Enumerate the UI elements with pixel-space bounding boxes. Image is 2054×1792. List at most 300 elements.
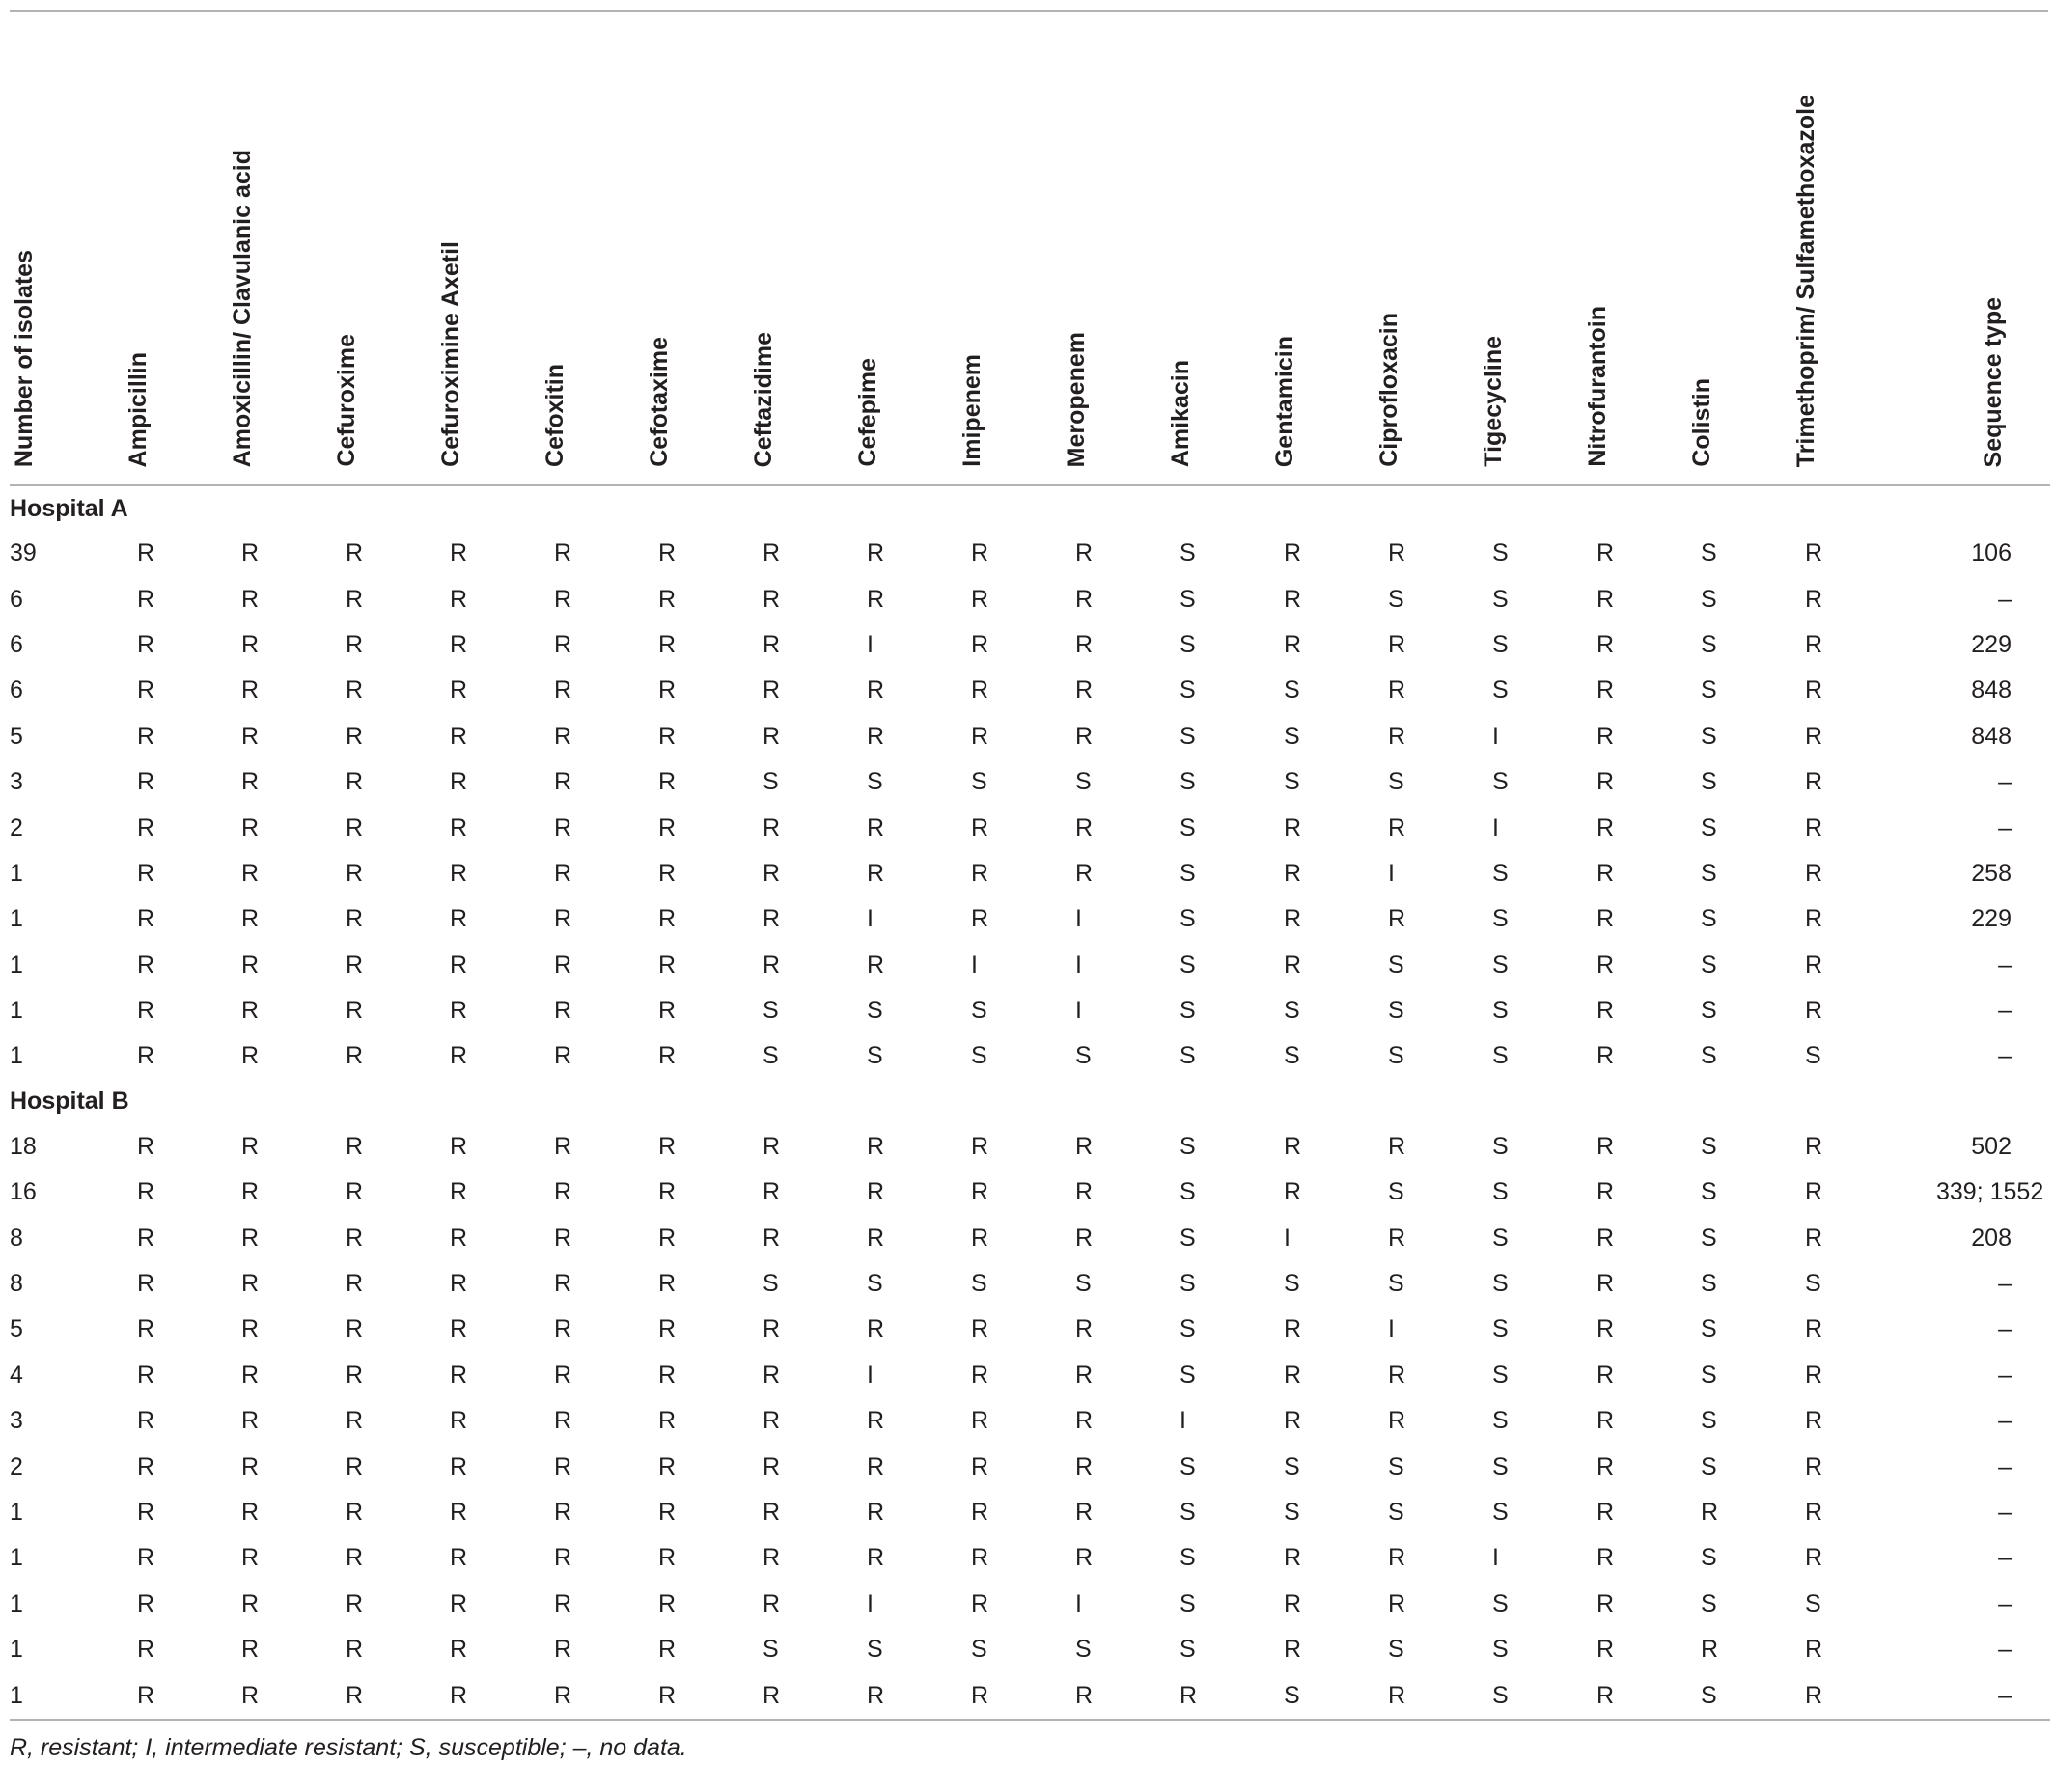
isolate-count-cell: 6 xyxy=(10,585,23,613)
sequence-type-cell: – xyxy=(1998,1636,2012,1664)
susceptibility-cell: R xyxy=(763,1589,781,1617)
susceptibility-cell: S xyxy=(1492,1132,1509,1160)
susceptibility-cell: R xyxy=(1374,1672,1479,1719)
susceptibility-cell: R xyxy=(1583,1672,1687,1719)
sequence-type-cell: – xyxy=(1998,768,2012,796)
susceptibility-cell: R xyxy=(763,1132,781,1160)
susceptibility-cell: R xyxy=(749,1672,853,1719)
table-row xyxy=(10,988,2050,1034)
isolate-count-cell: 6 xyxy=(10,676,23,704)
susceptibility-cell: R xyxy=(137,1132,155,1160)
susceptibility-cell: R xyxy=(346,585,364,613)
susceptibility-cell: S xyxy=(1180,768,1196,796)
susceptibility-cell: R xyxy=(645,1672,749,1719)
sequence-type-cell: 229 xyxy=(1971,630,2012,658)
susceptibility-cell: S xyxy=(763,1636,779,1664)
susceptibility-cell: S xyxy=(1492,859,1509,887)
isolate-count-cell: 1 xyxy=(10,1042,23,1070)
susceptibility-cell: S xyxy=(1388,1452,1404,1480)
susceptibility-cell: R xyxy=(241,1042,260,1070)
susceptibility-cell: R xyxy=(554,859,572,887)
isolate-count-cell: 1 xyxy=(10,1499,23,1526)
susceptibility-cell: S xyxy=(1270,1672,1374,1719)
susceptibility-cell: R xyxy=(658,951,677,979)
susceptibility-cell: R xyxy=(658,1407,677,1435)
susceptibility-cell: R xyxy=(763,905,781,933)
susceptibility-cell: R xyxy=(763,1224,781,1252)
susceptibility-cell: I xyxy=(1075,1589,1082,1617)
sequence-type-cell: 339; 1552 xyxy=(1936,1178,2044,1206)
isolate-count-cell: 1 xyxy=(10,1672,124,1719)
susceptibility-cell: R xyxy=(1596,997,1615,1025)
susceptibility-cell: R xyxy=(450,722,468,750)
susceptibility-cell: R xyxy=(1075,630,1094,658)
susceptibility-cell: S xyxy=(1180,585,1196,613)
susceptibility-cell: R xyxy=(137,1315,155,1343)
table-row xyxy=(10,759,2050,805)
susceptibility-cell: R xyxy=(137,585,155,613)
susceptibility-cell: R xyxy=(346,1636,364,1664)
susceptibility-cell: R xyxy=(1388,722,1406,750)
column-header-label: Cefepime xyxy=(854,358,881,467)
susceptibility-cell: I xyxy=(1492,1544,1499,1572)
susceptibility-cell: R xyxy=(867,1544,885,1572)
susceptibility-cell: R xyxy=(1284,1589,1302,1617)
susceptibility-cell: S xyxy=(971,768,987,796)
susceptibility-cell: R xyxy=(1805,859,1823,887)
susceptibility-cell: R xyxy=(1166,1672,1270,1719)
susceptibility-cell: S xyxy=(1492,951,1509,979)
susceptibility-cell: S xyxy=(1492,1224,1509,1252)
susceptibility-cell: R xyxy=(450,1636,468,1664)
susceptibility-cell: S xyxy=(1701,1132,1717,1160)
susceptibility-cell: I xyxy=(867,630,874,658)
susceptibility-cell: R xyxy=(450,1544,468,1572)
susceptibility-cell: R xyxy=(1805,813,1823,841)
column-header-label: Cefuroxime xyxy=(333,334,360,467)
susceptibility-cell: R xyxy=(763,630,781,658)
susceptibility-cell: R xyxy=(450,676,468,704)
table-row xyxy=(10,1535,2050,1581)
susceptibility-cell: R xyxy=(867,813,885,841)
susceptibility-cell: R xyxy=(1805,630,1823,658)
susceptibility-cell: R xyxy=(241,813,260,841)
table-row xyxy=(10,1170,2050,1215)
column-header xyxy=(1936,12,2050,485)
susceptibility-cell: R xyxy=(346,997,364,1025)
susceptibility-cell: R xyxy=(658,1452,677,1480)
susceptibility-cell: R xyxy=(346,1178,364,1206)
susceptibility-cell: S xyxy=(1701,1042,1717,1070)
susceptibility-cell: I xyxy=(1180,1407,1186,1435)
susceptibility-cell: R xyxy=(1075,722,1094,750)
column-header-label: Ciprofloxacin xyxy=(1375,313,1402,467)
sequence-type-cell: 258 xyxy=(1971,859,2012,887)
table-body xyxy=(10,485,2050,1720)
sequence-type-cell: 848 xyxy=(1971,676,2012,704)
susceptibility-cell: R xyxy=(1075,813,1094,841)
susceptibility-cell: R xyxy=(867,676,885,704)
susceptibility-cell: R xyxy=(450,1589,468,1617)
susceptibility-cell: S xyxy=(1180,905,1196,933)
susceptibility-cell: S xyxy=(1701,630,1717,658)
susceptibility-cell: R xyxy=(241,1361,260,1389)
susceptibility-cell: S xyxy=(763,768,779,796)
susceptibility-cell: R xyxy=(867,585,885,613)
susceptibility-cell: R xyxy=(137,1544,155,1572)
susceptibility-cell: S xyxy=(1284,768,1300,796)
sequence-type-cell: 208 xyxy=(1971,1224,2012,1252)
susceptibility-cell: R xyxy=(1284,1544,1302,1572)
susceptibility-cell: I xyxy=(867,1589,874,1617)
susceptibility-cell: R xyxy=(346,1315,364,1343)
column-header xyxy=(228,12,332,485)
susceptibility-cell: R xyxy=(137,951,155,979)
susceptibility-cell: R xyxy=(658,1361,677,1389)
susceptibility-cell: S xyxy=(1701,1178,1717,1206)
susceptibility-cell: R xyxy=(346,813,364,841)
table-row xyxy=(10,1582,2050,1627)
susceptibility-cell: S xyxy=(1701,905,1717,933)
susceptibility-cell: R xyxy=(554,905,572,933)
susceptibility-cell: R xyxy=(1596,585,1615,613)
susceptibility-cell: S xyxy=(1805,1589,1821,1617)
susceptibility-cell: R xyxy=(554,1042,572,1070)
susceptibility-cell: R xyxy=(241,1270,260,1298)
susceptibility-cell: R xyxy=(1388,1589,1406,1617)
susceptibility-cell: S xyxy=(1180,997,1196,1025)
susceptibility-cell: R xyxy=(1284,585,1302,613)
susceptibility-cell: S xyxy=(1284,1499,1300,1526)
column-header xyxy=(1687,12,1791,485)
susceptibility-cell: R xyxy=(554,1407,572,1435)
susceptibility-cell: S xyxy=(1492,585,1509,613)
sequence-type-cell: 229 xyxy=(1971,905,2012,933)
susceptibility-cell: S xyxy=(1492,539,1509,567)
susceptibility-cell: R xyxy=(658,630,677,658)
susceptibility-cell: R xyxy=(971,813,989,841)
susceptibility-cell: R xyxy=(867,1315,885,1343)
susceptibility-cell: R xyxy=(137,1224,155,1252)
susceptibility-cell: R xyxy=(346,859,364,887)
susceptibility-cell: R xyxy=(1805,1315,1823,1343)
susceptibility-cell: R xyxy=(658,1315,677,1343)
susceptibility-cell: R xyxy=(1075,539,1094,567)
susceptibility-cell: R xyxy=(450,1270,468,1298)
susceptibility-cell: R xyxy=(137,1361,155,1389)
susceptibility-cell: R xyxy=(450,539,468,567)
susceptibility-cell: R xyxy=(1701,1499,1719,1526)
susceptibility-cell: R xyxy=(1596,1589,1615,1617)
susceptibility-cell: R xyxy=(658,722,677,750)
susceptibility-cell: R xyxy=(137,1042,155,1070)
susceptibility-cell: R xyxy=(1805,1636,1823,1664)
susceptibility-cell: R xyxy=(1596,1315,1615,1343)
susceptibility-cell: R xyxy=(1805,1544,1823,1572)
susceptibility-cell: R xyxy=(241,1315,260,1343)
sequence-type-cell: 106 xyxy=(1971,539,2012,567)
susceptibility-cell: R xyxy=(554,997,572,1025)
susceptibility-cell: R xyxy=(1075,1452,1094,1480)
susceptibility-cell: S xyxy=(1492,1178,1509,1206)
susceptibility-cell: R xyxy=(1805,585,1823,613)
susceptibility-cell: I xyxy=(867,1361,874,1389)
susceptibility-cell: S xyxy=(1701,859,1717,887)
group-row xyxy=(10,485,2050,531)
susceptibility-cell: R xyxy=(971,585,989,613)
susceptibility-cell: R xyxy=(1284,905,1302,933)
susceptibility-cell: S xyxy=(1701,676,1717,704)
susceptibility-cell: R xyxy=(554,1361,572,1389)
susceptibility-cell: R xyxy=(1075,1315,1094,1343)
susceptibility-cell: S xyxy=(763,1042,779,1070)
sequence-type-cell: – xyxy=(1998,1452,2012,1480)
table-row xyxy=(10,1490,2050,1535)
susceptibility-cell: R xyxy=(137,997,155,1025)
susceptibility-cell: R xyxy=(1596,722,1615,750)
susceptibility-cell: R xyxy=(1596,539,1615,567)
column-header xyxy=(1479,12,1583,485)
susceptibility-cell: S xyxy=(1492,1361,1509,1389)
susceptibility-cell: R xyxy=(658,1224,677,1252)
susceptibility-cell: R xyxy=(763,1544,781,1572)
susceptibility-cell: S xyxy=(1388,951,1404,979)
susceptibility-cell: S xyxy=(1180,859,1196,887)
column-header xyxy=(853,12,958,485)
susceptibility-cell: R xyxy=(1596,1042,1615,1070)
susceptibility-cell: S xyxy=(1701,722,1717,750)
isolate-count-cell: 39 xyxy=(10,539,37,567)
susceptibility-cell: R xyxy=(137,1407,155,1435)
susceptibility-cell: R xyxy=(1596,859,1615,887)
susceptibility-cell: S xyxy=(1075,768,1092,796)
susceptibility-cell: I xyxy=(867,905,874,933)
susceptibility-cell: R xyxy=(867,1224,885,1252)
susceptibility-cell: R xyxy=(658,539,677,567)
susceptibility-cell: S xyxy=(1284,1452,1300,1480)
susceptibility-cell: R xyxy=(554,1544,572,1572)
susceptibility-cell: R xyxy=(137,1589,155,1617)
susceptibility-cell: S xyxy=(1284,997,1300,1025)
susceptibility-cell: S xyxy=(1701,1315,1717,1343)
susceptibility-cell: R xyxy=(228,1672,332,1719)
susceptibility-cell: R xyxy=(450,1178,468,1206)
susceptibility-cell: R xyxy=(1596,1178,1615,1206)
susceptibility-cell: R xyxy=(541,1672,645,1719)
susceptibility-cell: I xyxy=(1284,1224,1291,1252)
susceptibility-cell: R xyxy=(436,1672,541,1719)
susceptibility-cell: R xyxy=(1596,676,1615,704)
susceptibility-cell: S xyxy=(1492,997,1509,1025)
susceptibility-cell: R xyxy=(1596,1270,1615,1298)
sequence-type-cell: – xyxy=(1998,1361,2012,1389)
table-row xyxy=(10,531,2050,576)
susceptibility-cell: R xyxy=(763,585,781,613)
susceptibility-cell: R xyxy=(1075,1361,1094,1389)
susceptibility-cell: S xyxy=(1388,768,1404,796)
susceptibility-cell: R xyxy=(554,951,572,979)
susceptibility-cell: R xyxy=(1805,722,1823,750)
susceptibility-cell: R xyxy=(1284,539,1302,567)
susceptibility-cell: S xyxy=(1492,1042,1509,1070)
sequence-type-cell: – xyxy=(1998,1589,2012,1617)
column-header xyxy=(1791,12,1936,485)
susceptibility-cell: R xyxy=(971,859,989,887)
susceptibility-cell: S xyxy=(1180,951,1196,979)
isolate-count-cell: 1 xyxy=(10,905,23,933)
susceptibility-cell: R xyxy=(554,676,572,704)
table-row xyxy=(10,805,2050,850)
susceptibility-cell: R xyxy=(658,1589,677,1617)
susceptibility-cell: R xyxy=(241,859,260,887)
susceptibility-cell: S xyxy=(1701,585,1717,613)
susceptibility-cell: R xyxy=(763,676,781,704)
susceptibility-cell: R xyxy=(346,951,364,979)
susceptibility-cell: R xyxy=(1596,1132,1615,1160)
susceptibility-cell: R xyxy=(1596,951,1615,979)
susceptibility-cell: S xyxy=(867,768,883,796)
susceptibility-cell: S xyxy=(1701,1452,1717,1480)
susceptibility-cell: R xyxy=(554,1636,572,1664)
susceptibility-cell: S xyxy=(867,1270,883,1298)
susceptibility-cell: R xyxy=(1388,676,1406,704)
susceptibility-cell: R xyxy=(867,539,885,567)
susceptibility-cell: R xyxy=(346,1224,364,1252)
susceptibility-cell: R xyxy=(763,859,781,887)
susceptibility-cell: R xyxy=(853,1672,958,1719)
column-header xyxy=(1270,12,1374,485)
susceptibility-cell: R xyxy=(1284,1315,1302,1343)
isolate-count-cell: 8 xyxy=(10,1270,23,1298)
column-header-label: Meropenem xyxy=(1063,331,1090,467)
isolate-count-cell: 8 xyxy=(10,1224,23,1252)
susceptibility-cell: R xyxy=(346,1361,364,1389)
susceptibility-cell: S xyxy=(1075,1270,1092,1298)
susceptibility-cell: R xyxy=(658,1270,677,1298)
susceptibility-cell: S xyxy=(1492,1636,1509,1664)
susceptibility-cell: R xyxy=(450,997,468,1025)
susceptibility-cell: S xyxy=(1180,1499,1196,1526)
susceptibility-cell: R xyxy=(1805,1452,1823,1480)
susceptibility-cell: R xyxy=(971,539,989,567)
susceptibility-cell: R xyxy=(1388,1544,1406,1572)
susceptibility-cell: R xyxy=(763,1452,781,1480)
table-row xyxy=(10,1261,2050,1307)
column-header xyxy=(124,12,228,485)
sequence-type-cell: – xyxy=(1998,1407,2012,1435)
susceptibility-cell: R xyxy=(971,630,989,658)
susceptibility-cell: R xyxy=(658,997,677,1025)
susceptibility-cell: R xyxy=(658,1636,677,1664)
susceptibility-cell: S xyxy=(1180,1224,1196,1252)
susceptibility-cell: I xyxy=(1492,722,1499,750)
susceptibility-cell: R xyxy=(241,1636,260,1664)
susceptibility-cell: S xyxy=(1180,813,1196,841)
susceptibility-cell: S xyxy=(1492,1407,1509,1435)
column-header-label: Sequence type xyxy=(1980,296,2007,467)
sequence-type-cell: – xyxy=(1998,1499,2012,1526)
susceptibility-cell: R xyxy=(1284,630,1302,658)
susceptibility-cell: R xyxy=(658,1042,677,1070)
susceptibility-cell: S xyxy=(1180,1452,1196,1480)
susceptibility-cell: R xyxy=(241,1178,260,1206)
susceptibility-cell: S xyxy=(1492,1270,1509,1298)
susceptibility-cell: R xyxy=(346,1270,364,1298)
susceptibility-cell: R xyxy=(1791,1672,1936,1719)
susceptibility-cell: R xyxy=(554,1270,572,1298)
susceptibility-cell: S xyxy=(1284,1270,1300,1298)
sequence-type-cell: – xyxy=(1998,1270,2012,1298)
susceptibility-cell: S xyxy=(1492,1452,1509,1480)
susceptibility-cell: S xyxy=(1479,1672,1583,1719)
susceptibility-cell: S xyxy=(763,997,779,1025)
susceptibility-cell: R xyxy=(658,813,677,841)
susceptibility-cell: R xyxy=(1596,630,1615,658)
sequence-type-cell: – xyxy=(1998,1042,2012,1070)
susceptibility-cell: R xyxy=(1284,813,1302,841)
susceptibility-cell: R xyxy=(1075,676,1094,704)
susceptibility-cell: I xyxy=(1075,997,1082,1025)
susceptibility-cell: R xyxy=(137,768,155,796)
susceptibility-cell: R xyxy=(1596,1452,1615,1480)
susceptibility-cell: R xyxy=(554,813,572,841)
susceptibility-cell: R xyxy=(346,905,364,933)
susceptibility-cell: R xyxy=(450,585,468,613)
column-header xyxy=(1374,12,1479,485)
susceptibility-cell: R xyxy=(1805,1224,1823,1252)
susceptibility-cell: R xyxy=(1596,1636,1615,1664)
susceptibility-cell: S xyxy=(1388,1178,1404,1206)
column-header-label: Amoxicillin/ Clavulanic acid xyxy=(229,149,256,467)
susceptibility-cell: R xyxy=(137,1178,155,1206)
susceptibility-cell: R xyxy=(1805,1499,1823,1526)
column-header xyxy=(1583,12,1687,485)
susceptibility-cell: R xyxy=(554,1452,572,1480)
susceptibility-cell: S xyxy=(1388,997,1404,1025)
table-row xyxy=(10,943,2050,988)
susceptibility-cell: R xyxy=(137,630,155,658)
susceptibility-cell: R xyxy=(1388,1132,1406,1160)
isolate-count-cell: 4 xyxy=(10,1361,23,1389)
susceptibility-cell: R xyxy=(763,1407,781,1435)
susceptibility-cell: R xyxy=(241,630,260,658)
sequence-type-cell: 502 xyxy=(1971,1132,2012,1160)
susceptibility-cell: R xyxy=(763,722,781,750)
sequence-type-cell: 848 xyxy=(1971,722,2012,750)
susceptibility-cell: R xyxy=(241,539,260,567)
table-row xyxy=(10,1353,2050,1398)
susceptibility-cell: R xyxy=(346,1589,364,1617)
susceptibility-cell: R xyxy=(450,1224,468,1252)
susceptibility-cell: R xyxy=(1388,1361,1406,1389)
column-header xyxy=(10,12,124,485)
column-header-label: Cefuroximine Axetil xyxy=(437,241,464,467)
susceptibility-cell: R xyxy=(658,1132,677,1160)
isolate-count-cell: 2 xyxy=(10,1452,23,1480)
susceptibility-cell: S xyxy=(971,1636,987,1664)
susceptibility-cell: S xyxy=(1180,1544,1196,1572)
susceptibility-cell: R xyxy=(1284,951,1302,979)
susceptibility-cell: S xyxy=(1180,1315,1196,1343)
susceptibility-cell: S xyxy=(1180,676,1196,704)
susceptibility-cell: R xyxy=(241,1407,260,1435)
column-header xyxy=(332,12,436,485)
susceptibility-cell: R xyxy=(1284,1636,1302,1664)
susceptibility-cell: S xyxy=(1075,1636,1092,1664)
susceptibility-cell: R xyxy=(241,1452,260,1480)
susceptibility-cell: S xyxy=(1701,539,1717,567)
susceptibility-cell: S xyxy=(763,1270,779,1298)
